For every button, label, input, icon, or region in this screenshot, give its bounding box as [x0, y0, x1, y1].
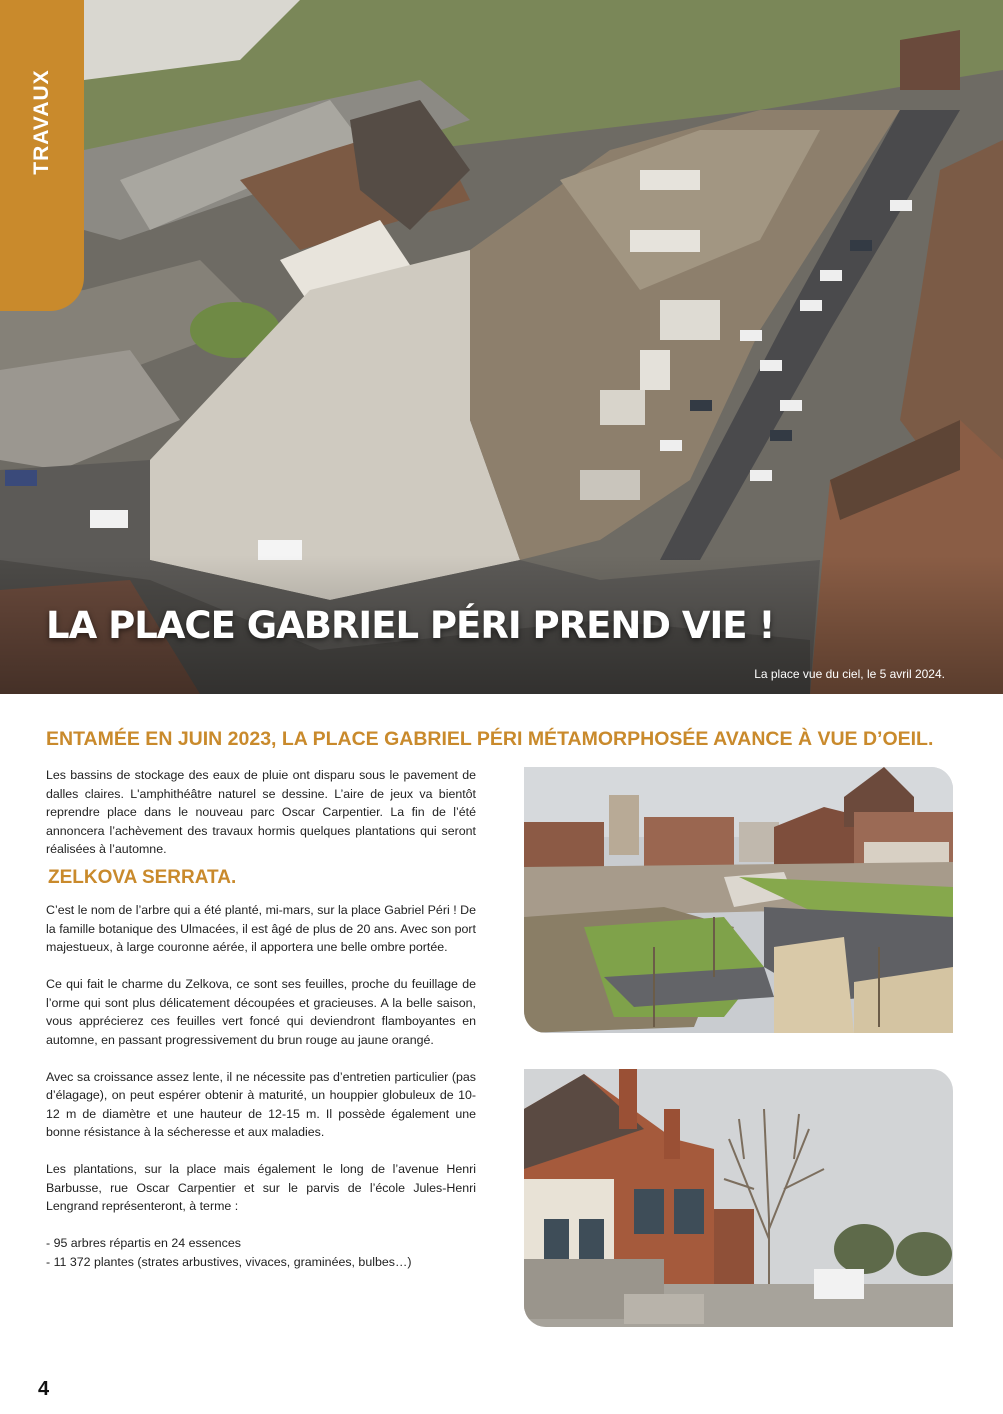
park-photo	[524, 767, 953, 1033]
article-subtitle: ENTAMÉE EN JUIN 2023, LA PLACE GABRIEL PÉRI MÉTAMORPHOSÉE AVANCE À VUE D’OEIL.	[46, 728, 934, 750]
section-heading: ZELKOVA SERRATA.	[48, 866, 237, 888]
paragraph-4: Les plantations, sur la place mais également le long de l’avenue Henri Barbusse, rue Oscar Carpentier et sur le parvis de l’école Jules-Henri Lengrand représenteront, à terme :	[46, 1162, 476, 1213]
tree-photo	[524, 1069, 953, 1327]
hero-photo	[0, 0, 1003, 694]
intro-paragraph: Les bassins de stockage des eaux de pluie ont disparu sous le pavement de dalles claires. L'amphithéâtre naturel se dessine. L’aire de jeux va bientôt reprendre place dans le nouveau parc Oscar Carpentier. La fin de l’été annoncera l’achèvement des travaux hormis quelques plantations qui seront réalisées à l’automne.	[46, 768, 476, 856]
section-tab	[0, 0, 84, 311]
section-tab-label: TRAVAUX	[30, 69, 53, 175]
park-illustration	[524, 767, 953, 1033]
paragraph-1: C’est le nom de l’arbre qui a été planté, mi-mars, sur la place Gabriel Péri ! De la famille botanique des Ulmacées, il est âgé de plus de 20 ans. Avec son port majestueux, à large couronne aérée, il apportera une belle ombre portée.	[46, 903, 476, 954]
article-body	[46, 766, 476, 1271]
page-title: LA PLACE GABRIEL PÉRI PREND VIE !	[46, 604, 775, 647]
page-number: 4	[38, 1378, 50, 1400]
hero-caption: La place vue du ciel, le 5 avril 2024.	[754, 667, 945, 681]
list-item: - 95 arbres répartis en 24 essences	[46, 1236, 241, 1250]
aerial-construction-illustration	[0, 0, 1003, 694]
tree-illustration	[524, 1069, 953, 1327]
paragraph-3: Avec sa croissance assez lente, il ne nécessite pas d’entretien particulier (pas d’élagage), on peut espérer obtenir à maturité, un houppier globuleux de 10-12 m de diamètre et une hauteur de 12-15 m. Il possède également une bonne résistance à la sécheresse et aux maladies.	[46, 1069, 476, 1139]
list-item: - 11 372 plantes (strates arbustives, vivaces, graminées, bulbes…)	[46, 1254, 412, 1269]
paragraph-2: Ce qui fait le charme du Zelkova, ce sont ses feuilles, proche du feuillage de l’orme qui sont plus délicatement découpées et gracieuses. A la belle saison, vous apprécierez ces feuilles vert foncé qui deviendront flamboyantes en automne, en passant progressivement du brun rouge au jaune orangé.	[46, 977, 476, 1047]
